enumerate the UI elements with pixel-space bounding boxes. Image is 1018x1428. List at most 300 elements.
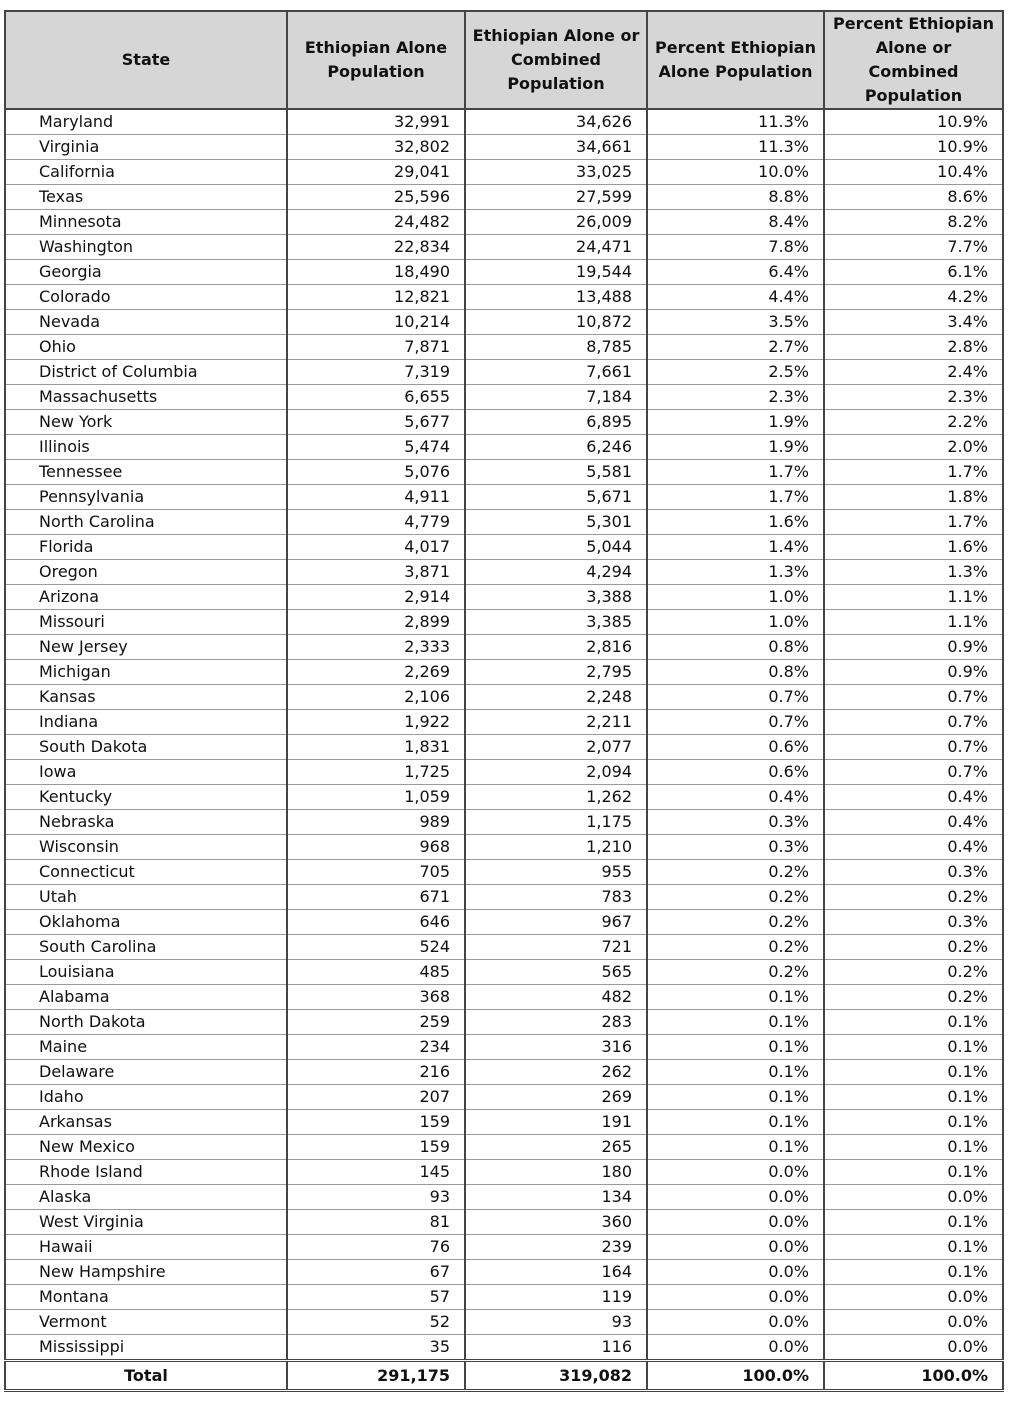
percent-alone-cell: 0.2% bbox=[647, 860, 824, 885]
percent-combined-cell: 4.2% bbox=[824, 285, 1003, 310]
table-row bbox=[5, 185, 1003, 210]
percent-combined-cell: 0.1% bbox=[824, 1035, 1003, 1060]
table-body bbox=[5, 109, 1003, 1361]
percent-combined-cell: 0.1% bbox=[824, 1085, 1003, 1110]
combined-population-cell: 967 bbox=[465, 910, 647, 935]
table-row bbox=[5, 435, 1003, 460]
alone-population-cell: 29,041 bbox=[287, 160, 465, 185]
alone-population-cell: 3,871 bbox=[287, 560, 465, 585]
percent-combined-cell: 0.2% bbox=[824, 935, 1003, 960]
table-row bbox=[5, 1110, 1003, 1135]
header-state: State bbox=[5, 11, 287, 109]
state-cell: Georgia bbox=[5, 260, 287, 285]
table-row bbox=[5, 585, 1003, 610]
total-combined-population: 319,082 bbox=[465, 1361, 647, 1391]
header-percent-combined: Percent Ethiopian Alone or Combined Population bbox=[824, 11, 1003, 109]
alone-population-cell: 2,914 bbox=[287, 585, 465, 610]
state-cell: Maine bbox=[5, 1035, 287, 1060]
alone-population-cell: 18,490 bbox=[287, 260, 465, 285]
percent-alone-cell: 0.6% bbox=[647, 760, 824, 785]
percent-alone-cell: 0.2% bbox=[647, 885, 824, 910]
total-percent-alone: 100.0% bbox=[647, 1361, 824, 1391]
alone-population-cell: 10,214 bbox=[287, 310, 465, 335]
alone-population-cell: 35 bbox=[287, 1335, 465, 1361]
percent-combined-cell: 0.0% bbox=[824, 1185, 1003, 1210]
state-cell: Alaska bbox=[5, 1185, 287, 1210]
percent-alone-cell: 0.6% bbox=[647, 735, 824, 760]
percent-alone-cell: 11.3% bbox=[647, 135, 824, 160]
percent-alone-cell: 0.1% bbox=[647, 1135, 824, 1160]
combined-population-cell: 134 bbox=[465, 1185, 647, 1210]
state-cell: Wisconsin bbox=[5, 835, 287, 860]
state-cell: Ohio bbox=[5, 335, 287, 360]
percent-alone-cell: 0.1% bbox=[647, 1010, 824, 1035]
combined-population-cell: 33,025 bbox=[465, 160, 647, 185]
alone-population-cell: 6,655 bbox=[287, 385, 465, 410]
alone-population-cell: 32,802 bbox=[287, 135, 465, 160]
alone-population-cell: 81 bbox=[287, 1210, 465, 1235]
alone-population-cell: 12,821 bbox=[287, 285, 465, 310]
combined-population-cell: 5,044 bbox=[465, 535, 647, 560]
percent-alone-cell: 4.4% bbox=[647, 285, 824, 310]
alone-population-cell: 4,779 bbox=[287, 510, 465, 535]
table-row bbox=[5, 810, 1003, 835]
percent-combined-cell: 10.9% bbox=[824, 109, 1003, 135]
state-cell: Missouri bbox=[5, 610, 287, 635]
table-row bbox=[5, 510, 1003, 535]
table-row bbox=[5, 785, 1003, 810]
percent-alone-cell: 0.7% bbox=[647, 685, 824, 710]
percent-alone-cell: 0.1% bbox=[647, 1035, 824, 1060]
table-row bbox=[5, 360, 1003, 385]
state-cell: Kansas bbox=[5, 685, 287, 710]
alone-population-cell: 22,834 bbox=[287, 235, 465, 260]
state-cell: Massachusetts bbox=[5, 385, 287, 410]
alone-population-cell: 5,677 bbox=[287, 410, 465, 435]
alone-population-cell: 5,474 bbox=[287, 435, 465, 460]
percent-combined-cell: 1.1% bbox=[824, 585, 1003, 610]
percent-combined-cell: 0.1% bbox=[824, 1235, 1003, 1260]
percent-alone-cell: 10.0% bbox=[647, 160, 824, 185]
state-cell: Texas bbox=[5, 185, 287, 210]
table-row bbox=[5, 1060, 1003, 1085]
table-row bbox=[5, 1260, 1003, 1285]
table-row bbox=[5, 335, 1003, 360]
percent-combined-cell: 0.3% bbox=[824, 910, 1003, 935]
alone-population-cell: 32,991 bbox=[287, 109, 465, 135]
total-percent-combined: 100.0% bbox=[824, 1361, 1003, 1391]
percent-alone-cell: 0.1% bbox=[647, 1085, 824, 1110]
alone-population-cell: 1,059 bbox=[287, 785, 465, 810]
percent-combined-cell: 0.2% bbox=[824, 985, 1003, 1010]
combined-population-cell: 8,785 bbox=[465, 335, 647, 360]
combined-population-cell: 24,471 bbox=[465, 235, 647, 260]
combined-population-cell: 360 bbox=[465, 1210, 647, 1235]
percent-combined-cell: 0.7% bbox=[824, 685, 1003, 710]
percent-alone-cell: 0.8% bbox=[647, 660, 824, 685]
table-row bbox=[5, 660, 1003, 685]
state-cell: Kentucky bbox=[5, 785, 287, 810]
ethiopian-population-table bbox=[4, 10, 1004, 1392]
table-row bbox=[5, 135, 1003, 160]
alone-population-cell: 989 bbox=[287, 810, 465, 835]
state-cell: Florida bbox=[5, 535, 287, 560]
table-row bbox=[5, 310, 1003, 335]
percent-combined-cell: 0.1% bbox=[824, 1110, 1003, 1135]
percent-combined-cell: 1.8% bbox=[824, 485, 1003, 510]
percent-alone-cell: 0.0% bbox=[647, 1235, 824, 1260]
percent-alone-cell: 1.9% bbox=[647, 435, 824, 460]
percent-combined-cell: 2.3% bbox=[824, 385, 1003, 410]
table-row bbox=[5, 1135, 1003, 1160]
percent-combined-cell: 10.4% bbox=[824, 160, 1003, 185]
percent-alone-cell: 0.0% bbox=[647, 1160, 824, 1185]
combined-population-cell: 2,795 bbox=[465, 660, 647, 685]
state-cell: Virginia bbox=[5, 135, 287, 160]
alone-population-cell: 67 bbox=[287, 1260, 465, 1285]
combined-population-cell: 34,626 bbox=[465, 109, 647, 135]
alone-population-cell: 368 bbox=[287, 985, 465, 1010]
percent-combined-cell: 6.1% bbox=[824, 260, 1003, 285]
state-cell: Nevada bbox=[5, 310, 287, 335]
state-cell: North Carolina bbox=[5, 510, 287, 535]
combined-population-cell: 955 bbox=[465, 860, 647, 885]
percent-combined-cell: 0.1% bbox=[824, 1210, 1003, 1235]
alone-population-cell: 25,596 bbox=[287, 185, 465, 210]
percent-combined-cell: 0.0% bbox=[824, 1285, 1003, 1310]
table-row bbox=[5, 285, 1003, 310]
header-percent-alone: Percent Ethiopian Alone Population bbox=[647, 11, 824, 109]
state-cell: Indiana bbox=[5, 710, 287, 735]
state-cell: Louisiana bbox=[5, 960, 287, 985]
combined-population-cell: 721 bbox=[465, 935, 647, 960]
combined-population-cell: 565 bbox=[465, 960, 647, 985]
percent-alone-cell: 2.3% bbox=[647, 385, 824, 410]
table-footer bbox=[5, 1361, 1003, 1391]
percent-combined-cell: 0.3% bbox=[824, 860, 1003, 885]
state-cell: Mississippi bbox=[5, 1335, 287, 1361]
percent-combined-cell: 0.4% bbox=[824, 810, 1003, 835]
combined-population-cell: 6,895 bbox=[465, 410, 647, 435]
percent-alone-cell: 1.7% bbox=[647, 460, 824, 485]
alone-population-cell: 2,899 bbox=[287, 610, 465, 635]
combined-population-cell: 34,661 bbox=[465, 135, 647, 160]
state-cell: North Dakota bbox=[5, 1010, 287, 1035]
percent-alone-cell: 0.0% bbox=[647, 1260, 824, 1285]
table-row bbox=[5, 685, 1003, 710]
combined-population-cell: 283 bbox=[465, 1010, 647, 1035]
state-cell: West Virginia bbox=[5, 1210, 287, 1235]
table-row bbox=[5, 1185, 1003, 1210]
alone-population-cell: 4,017 bbox=[287, 535, 465, 560]
percent-combined-cell: 0.0% bbox=[824, 1335, 1003, 1361]
state-cell: New Hampshire bbox=[5, 1260, 287, 1285]
table-row bbox=[5, 410, 1003, 435]
header-combined-population: Ethiopian Alone or Combined Population bbox=[465, 11, 647, 109]
combined-population-cell: 191 bbox=[465, 1110, 647, 1135]
combined-population-cell: 239 bbox=[465, 1235, 647, 1260]
combined-population-cell: 2,077 bbox=[465, 735, 647, 760]
percent-combined-cell: 0.1% bbox=[824, 1010, 1003, 1035]
state-cell: District of Columbia bbox=[5, 360, 287, 385]
table-row bbox=[5, 960, 1003, 985]
alone-population-cell: 485 bbox=[287, 960, 465, 985]
state-cell: Illinois bbox=[5, 435, 287, 460]
percent-alone-cell: 6.4% bbox=[647, 260, 824, 285]
combined-population-cell: 10,872 bbox=[465, 310, 647, 335]
combined-population-cell: 7,661 bbox=[465, 360, 647, 385]
combined-population-cell: 269 bbox=[465, 1085, 647, 1110]
percent-combined-cell: 0.7% bbox=[824, 710, 1003, 735]
table-row bbox=[5, 1010, 1003, 1035]
table-row bbox=[5, 235, 1003, 260]
table-row bbox=[5, 560, 1003, 585]
percent-alone-cell: 0.2% bbox=[647, 910, 824, 935]
state-cell: Arizona bbox=[5, 585, 287, 610]
percent-combined-cell: 0.7% bbox=[824, 760, 1003, 785]
combined-population-cell: 27,599 bbox=[465, 185, 647, 210]
combined-population-cell: 3,385 bbox=[465, 610, 647, 635]
total-label: Total bbox=[5, 1361, 287, 1391]
table-row bbox=[5, 860, 1003, 885]
percent-combined-cell: 0.9% bbox=[824, 635, 1003, 660]
alone-population-cell: 2,106 bbox=[287, 685, 465, 710]
combined-population-cell: 5,671 bbox=[465, 485, 647, 510]
percent-combined-cell: 0.0% bbox=[824, 1310, 1003, 1335]
combined-population-cell: 2,816 bbox=[465, 635, 647, 660]
percent-combined-cell: 0.1% bbox=[824, 1260, 1003, 1285]
combined-population-cell: 316 bbox=[465, 1035, 647, 1060]
state-cell: Delaware bbox=[5, 1060, 287, 1085]
table-row bbox=[5, 1310, 1003, 1335]
table-row bbox=[5, 109, 1003, 135]
alone-population-cell: 159 bbox=[287, 1110, 465, 1135]
table-row bbox=[5, 260, 1003, 285]
percent-combined-cell: 3.4% bbox=[824, 310, 1003, 335]
percent-combined-cell: 2.4% bbox=[824, 360, 1003, 385]
percent-combined-cell: 0.2% bbox=[824, 960, 1003, 985]
combined-population-cell: 5,581 bbox=[465, 460, 647, 485]
percent-combined-cell: 8.6% bbox=[824, 185, 1003, 210]
percent-alone-cell: 0.3% bbox=[647, 810, 824, 835]
percent-alone-cell: 1.6% bbox=[647, 510, 824, 535]
percent-alone-cell: 8.8% bbox=[647, 185, 824, 210]
percent-combined-cell: 1.6% bbox=[824, 535, 1003, 560]
state-cell: Idaho bbox=[5, 1085, 287, 1110]
percent-combined-cell: 0.2% bbox=[824, 885, 1003, 910]
table-header bbox=[5, 11, 1003, 109]
state-cell: Maryland bbox=[5, 109, 287, 135]
header-alone-population: Ethiopian Alone Population bbox=[287, 11, 465, 109]
state-cell: South Carolina bbox=[5, 935, 287, 960]
percent-combined-cell: 0.1% bbox=[824, 1135, 1003, 1160]
percent-alone-cell: 8.4% bbox=[647, 210, 824, 235]
state-cell: Nebraska bbox=[5, 810, 287, 835]
state-cell: New Jersey bbox=[5, 635, 287, 660]
percent-alone-cell: 7.8% bbox=[647, 235, 824, 260]
percent-combined-cell: 8.2% bbox=[824, 210, 1003, 235]
percent-alone-cell: 1.0% bbox=[647, 585, 824, 610]
percent-alone-cell: 2.7% bbox=[647, 335, 824, 360]
table-row bbox=[5, 1285, 1003, 1310]
alone-population-cell: 234 bbox=[287, 1035, 465, 1060]
table-row bbox=[5, 885, 1003, 910]
combined-population-cell: 1,175 bbox=[465, 810, 647, 835]
alone-population-cell: 52 bbox=[287, 1310, 465, 1335]
combined-population-cell: 262 bbox=[465, 1060, 647, 1085]
percent-combined-cell: 0.4% bbox=[824, 785, 1003, 810]
percent-alone-cell: 2.5% bbox=[647, 360, 824, 385]
percent-combined-cell: 0.9% bbox=[824, 660, 1003, 685]
alone-population-cell: 646 bbox=[287, 910, 465, 935]
combined-population-cell: 2,248 bbox=[465, 685, 647, 710]
alone-population-cell: 207 bbox=[287, 1085, 465, 1110]
percent-alone-cell: 0.0% bbox=[647, 1285, 824, 1310]
table-row bbox=[5, 1035, 1003, 1060]
state-cell: Iowa bbox=[5, 760, 287, 785]
state-cell: Pennsylvania bbox=[5, 485, 287, 510]
percent-alone-cell: 0.3% bbox=[647, 835, 824, 860]
percent-combined-cell: 2.8% bbox=[824, 335, 1003, 360]
percent-combined-cell: 1.3% bbox=[824, 560, 1003, 585]
percent-combined-cell: 10.9% bbox=[824, 135, 1003, 160]
table-row bbox=[5, 635, 1003, 660]
alone-population-cell: 145 bbox=[287, 1160, 465, 1185]
state-cell: Rhode Island bbox=[5, 1160, 287, 1185]
state-cell: Oklahoma bbox=[5, 910, 287, 935]
state-cell: Connecticut bbox=[5, 860, 287, 885]
combined-population-cell: 6,246 bbox=[465, 435, 647, 460]
alone-population-cell: 1,831 bbox=[287, 735, 465, 760]
state-cell: New York bbox=[5, 410, 287, 435]
state-cell: California bbox=[5, 160, 287, 185]
percent-alone-cell: 0.2% bbox=[647, 935, 824, 960]
alone-population-cell: 2,333 bbox=[287, 635, 465, 660]
table-row bbox=[5, 760, 1003, 785]
combined-population-cell: 482 bbox=[465, 985, 647, 1010]
percent-alone-cell: 1.0% bbox=[647, 610, 824, 635]
percent-alone-cell: 0.0% bbox=[647, 1335, 824, 1361]
percent-combined-cell: 7.7% bbox=[824, 235, 1003, 260]
percent-combined-cell: 1.1% bbox=[824, 610, 1003, 635]
percent-alone-cell: 1.7% bbox=[647, 485, 824, 510]
table-row bbox=[5, 160, 1003, 185]
alone-population-cell: 705 bbox=[287, 860, 465, 885]
total-row bbox=[5, 1361, 1003, 1391]
combined-population-cell: 5,301 bbox=[465, 510, 647, 535]
combined-population-cell: 119 bbox=[465, 1285, 647, 1310]
percent-alone-cell: 0.4% bbox=[647, 785, 824, 810]
alone-population-cell: 7,319 bbox=[287, 360, 465, 385]
percent-alone-cell: 0.7% bbox=[647, 710, 824, 735]
state-cell: Tennessee bbox=[5, 460, 287, 485]
table-row bbox=[5, 1085, 1003, 1110]
state-cell: Minnesota bbox=[5, 210, 287, 235]
table-row bbox=[5, 460, 1003, 485]
alone-population-cell: 159 bbox=[287, 1135, 465, 1160]
percent-combined-cell: 2.0% bbox=[824, 435, 1003, 460]
combined-population-cell: 93 bbox=[465, 1310, 647, 1335]
combined-population-cell: 116 bbox=[465, 1335, 647, 1361]
table-row bbox=[5, 1235, 1003, 1260]
alone-population-cell: 216 bbox=[287, 1060, 465, 1085]
table-row bbox=[5, 1210, 1003, 1235]
combined-population-cell: 2,094 bbox=[465, 760, 647, 785]
percent-alone-cell: 0.8% bbox=[647, 635, 824, 660]
percent-combined-cell: 0.1% bbox=[824, 1160, 1003, 1185]
table-row bbox=[5, 710, 1003, 735]
combined-population-cell: 7,184 bbox=[465, 385, 647, 410]
alone-population-cell: 968 bbox=[287, 835, 465, 860]
total-alone-population: 291,175 bbox=[287, 1361, 465, 1391]
data-table-container bbox=[4, 10, 1004, 1392]
combined-population-cell: 3,388 bbox=[465, 585, 647, 610]
percent-alone-cell: 1.3% bbox=[647, 560, 824, 585]
percent-alone-cell: 0.0% bbox=[647, 1310, 824, 1335]
percent-alone-cell: 3.5% bbox=[647, 310, 824, 335]
alone-population-cell: 1,725 bbox=[287, 760, 465, 785]
table-row bbox=[5, 935, 1003, 960]
combined-population-cell: 164 bbox=[465, 1260, 647, 1285]
table-row bbox=[5, 835, 1003, 860]
table-row bbox=[5, 535, 1003, 560]
alone-population-cell: 24,482 bbox=[287, 210, 465, 235]
combined-population-cell: 13,488 bbox=[465, 285, 647, 310]
combined-population-cell: 4,294 bbox=[465, 560, 647, 585]
percent-alone-cell: 0.1% bbox=[647, 1110, 824, 1135]
table-row bbox=[5, 610, 1003, 635]
percent-alone-cell: 0.1% bbox=[647, 985, 824, 1010]
alone-population-cell: 2,269 bbox=[287, 660, 465, 685]
percent-combined-cell: 1.7% bbox=[824, 510, 1003, 535]
combined-population-cell: 783 bbox=[465, 885, 647, 910]
combined-population-cell: 265 bbox=[465, 1135, 647, 1160]
combined-population-cell: 1,262 bbox=[465, 785, 647, 810]
percent-alone-cell: 1.9% bbox=[647, 410, 824, 435]
state-cell: Washington bbox=[5, 235, 287, 260]
table-row bbox=[5, 1160, 1003, 1185]
table-row bbox=[5, 910, 1003, 935]
state-cell: Arkansas bbox=[5, 1110, 287, 1135]
state-cell: Michigan bbox=[5, 660, 287, 685]
percent-combined-cell: 0.1% bbox=[824, 1060, 1003, 1085]
alone-population-cell: 1,922 bbox=[287, 710, 465, 735]
percent-alone-cell: 0.0% bbox=[647, 1210, 824, 1235]
percent-combined-cell: 0.4% bbox=[824, 835, 1003, 860]
table-row bbox=[5, 985, 1003, 1010]
alone-population-cell: 76 bbox=[287, 1235, 465, 1260]
state-cell: Alabama bbox=[5, 985, 287, 1010]
combined-population-cell: 26,009 bbox=[465, 210, 647, 235]
alone-population-cell: 259 bbox=[287, 1010, 465, 1035]
alone-population-cell: 57 bbox=[287, 1285, 465, 1310]
state-cell: Colorado bbox=[5, 285, 287, 310]
table-row bbox=[5, 735, 1003, 760]
alone-population-cell: 5,076 bbox=[287, 460, 465, 485]
alone-population-cell: 93 bbox=[287, 1185, 465, 1210]
table-row bbox=[5, 385, 1003, 410]
state-cell: Hawaii bbox=[5, 1235, 287, 1260]
percent-combined-cell: 1.7% bbox=[824, 460, 1003, 485]
table-row bbox=[5, 485, 1003, 510]
percent-alone-cell: 11.3% bbox=[647, 109, 824, 135]
state-cell: New Mexico bbox=[5, 1135, 287, 1160]
table-row bbox=[5, 1335, 1003, 1361]
combined-population-cell: 1,210 bbox=[465, 835, 647, 860]
state-cell: Utah bbox=[5, 885, 287, 910]
percent-alone-cell: 0.0% bbox=[647, 1185, 824, 1210]
combined-population-cell: 180 bbox=[465, 1160, 647, 1185]
